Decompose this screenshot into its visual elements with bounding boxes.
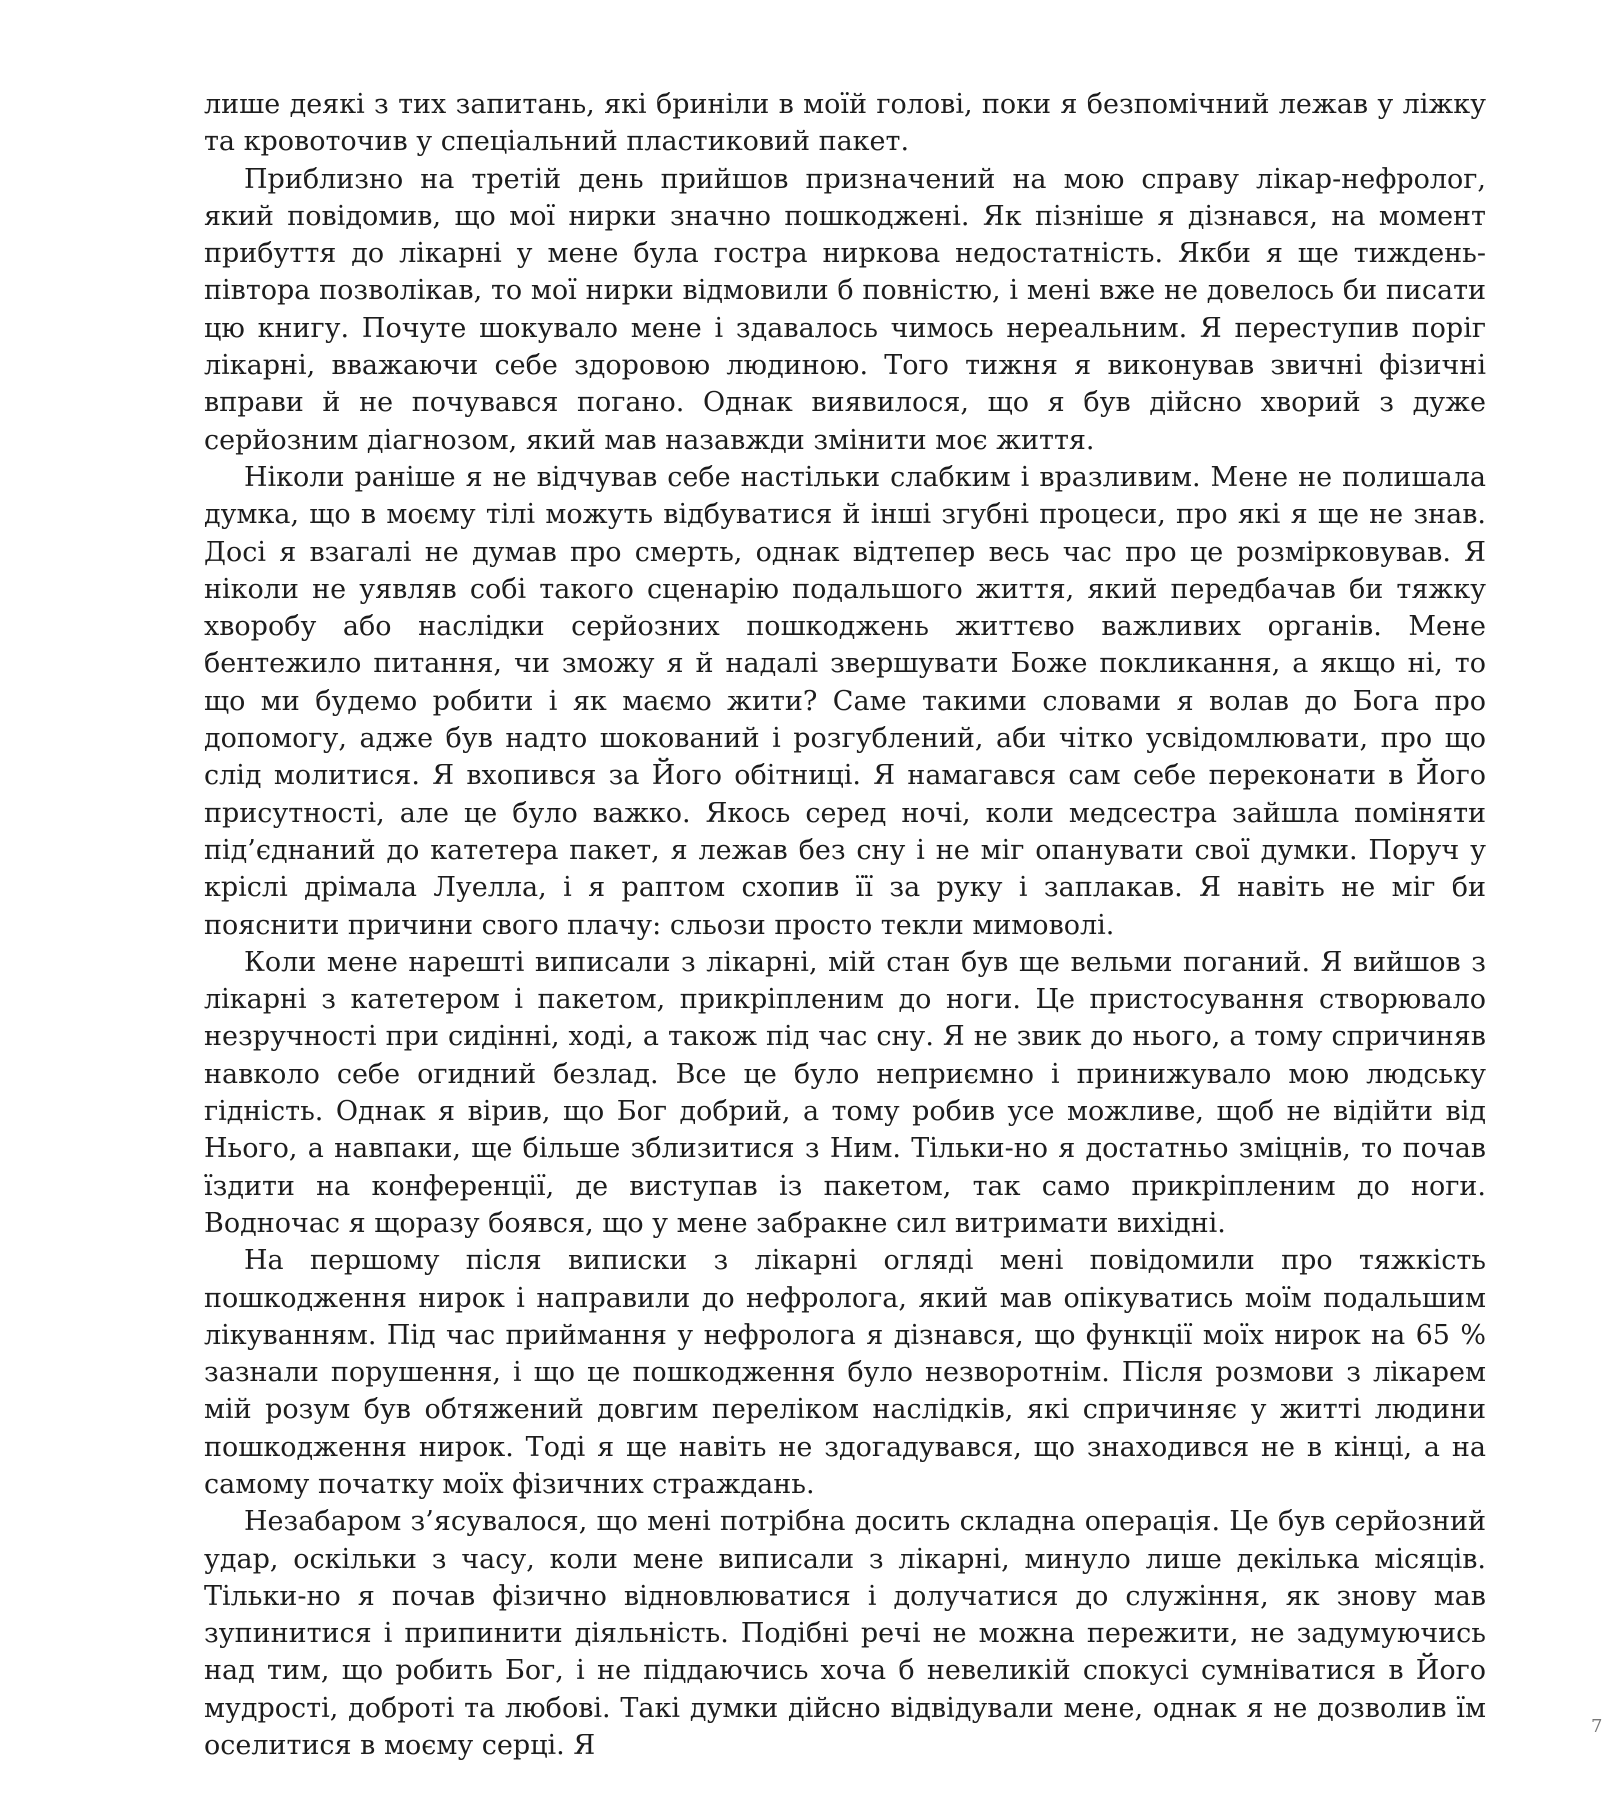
paragraph-continued: лише деякі з тих запитань, які бриніли в моїй голові, поки я безпомічний лежав у ліжку та кровоточив у спеціальний пластиковий пакет. — [204, 89, 1486, 158]
body-text — [204, 86, 1486, 1764]
paragraph-operation: Незабаром з’ясувалося, що мені потрібна досить складна операція. Це був серйозний удар, оскільки з часу, коли мене виписали з лікарні, минуло лише декілька місяців. Тільки-но я почав фізично відновлюватися і долучатися до служіння, як знову мав зупинитися і припинити діяльність. Подібні речі не можна пережити, не задумуючись над тим, що робить Бог, і не піддаючись хоча б невеликій спокусі сумніватися в Його мудрості, доброті та любові. Такі думки дійсно відвідували мене, однак я не дозволив їм оселитися в моєму серці. Я — [204, 1506, 1486, 1762]
paragraph-vulnerability: Ніколи раніше я не відчував себе настільки слабким і вразливим. Мене не полишала думка, що в моєму тілі можуть відбуватися й інші згубні процеси, про які я ще не знав. Досі я взагалі не думав про смерть, однак відтепер весь час про це розмірковував. Я ніколи не уявляв собі такого сценарію подальшого життя, який передбачав би тяжку хворобу або наслідки серйозних пошкоджень життєво важливих органів. Мене бентежило питання, чи зможу я й надалі звершувати Боже покликання, а якщо ні, то що ми будемо робити і як маємо жити? Саме такими словами я волав до Бога про допомогу, адже був надто шокований і розгублений, аби чітко усвідомлювати, про що слід молитися. Я вхопився за Його обітниці. Я намагався сам себе переконати в Його присутності, але це було важко. Якось серед ночі, коли медсестра зайшла поміняти під’єднаний до катетера пакет, я лежав без сну і не міг опанувати свої думки. Поруч у кріслі дрімала Луелла, і я раптом схопив її за руку і заплакав. Я навіть не міг би пояснити причини свого плачу: сльози просто текли мимоволі. — [204, 461, 1486, 941]
paragraph-kidney-damage: На першому після виписки з лікарні огляді мені повідомили про тяжкість пошкодження нирок і направили до нефролога, який мав опікуватись моїм подальшим лікуванням. Під час приймання у нефролога я дізнався, що функції моїх нирок на 65 % зазнали порушення, і що це пошкодження було незворотнім. Після розмови з лікарем мій розум був обтяжений довгим переліком наслідків, які спричиняє у житті людини пошкодження нирок. Тоді я ще навіть не здогадувався, що знаходився не в кінці, а на самому початку моїх фізичних страждань. — [204, 1245, 1486, 1500]
page-number: 7 — [1591, 1716, 1602, 1737]
paragraph-nephrologist-visit: Приблизно на третій день прийшов призначений на мою справу лікар-нефролог, який повідомив, що мої нирки значно пошкоджені. Як пізніше я дізнався, на момент прибуття до лікарні у мене була гостра ниркова недостатність. Якби я ще тиждень-півтора позволікав, то мої нирки відмовили б повністю, і мені вже не довелось би писати цю книгу. Почуте шокувало мене і здавалось чимось нереальним. Я переступив поріг лікарні, вважаючи себе здоровою людиною. Того тижня я виконував звичні фізичні вправи й не почувався погано. Однак виявилося, що я був дійсно хворий з дуже серйозним діагнозом, який мав назавжди змінити моє життя. — [204, 163, 1486, 456]
paragraph-discharge: Коли мене нарешті виписали з лікарні, мій стан був ще вельми поганий. Я вийшов з лікарні з катетером і пакетом, прикріпленим до ноги. Це пристосування створювало незручності при сидінні, ході, а також під час сну. Я не звик до нього, а тому спричиняв навколо себе огидний безлад. Все це було неприємно і принижувало мою людську гідність. Однак я вірив, що Бог добрий, а тому робив усе можливе, щоб не відійти від Нього, а навпаки, ще більше зблизитися з Ним. Тільки-но я достатньо зміцнів, то почав їздити на конференції, де виступав із пакетом, так само прикріпленим до ноги. Водночас я щоразу боявся, що у мене забракне сил витримати вихідні. — [204, 946, 1486, 1239]
